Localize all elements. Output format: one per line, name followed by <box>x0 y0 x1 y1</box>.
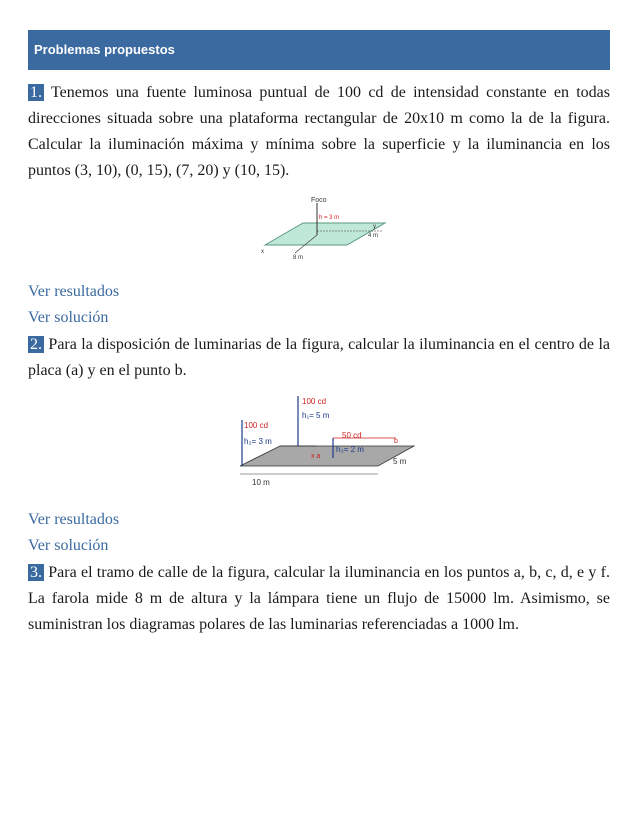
height-label: h = 3 m <box>319 215 340 221</box>
problem-statement: Tenemos una fuente luminosa puntual de 100 cd de intensidad constante en todas direcciones situada sobre una plataforma rectangular de 20x10 m como la de la figura. Calcular la iluminación máxima y mínima sobre la superficie y la iluminancia en los puntos (3, 10), (0, 15), (7, 20) y (10, 15). <box>28 84 610 179</box>
view-solution-link-1[interactable]: Ver solución <box>28 309 109 326</box>
point-b-label: b <box>394 438 398 445</box>
plate <box>240 446 414 466</box>
problem-number: 3. <box>30 564 42 581</box>
figure-1 <box>255 193 395 263</box>
view-results-link-1[interactable]: Ver resultados <box>28 283 120 300</box>
problem-2-text <box>28 332 610 384</box>
problem-statement: Para el tramo de calle de la figura, calcular la iluminancia en los puntos a, b, c, d, e y f. La farola mide 8 m de altura y la lámpara tiene un flujo de 15000 lm. Asimismo, se suministran los diagramas polares de las luminarias referenciadas a 1000 lm. <box>28 564 610 633</box>
problem-1-text <box>28 80 610 184</box>
dim-4m-label: 4 m <box>368 233 379 239</box>
problem-3-text <box>28 560 610 638</box>
y-label: y <box>373 224 376 230</box>
figure-2 <box>218 388 428 492</box>
section-title: Problemas propuestos <box>34 42 175 57</box>
view-results-link-2[interactable]: Ver resultados <box>28 511 120 528</box>
x-label: x <box>261 249 264 255</box>
platform <box>265 223 385 245</box>
view-solution-link-2[interactable]: Ver solución <box>28 537 109 554</box>
foco-label: Foco <box>311 197 327 204</box>
problem-number: 1. <box>30 84 42 101</box>
dim-5m-label: 5 m <box>393 457 407 466</box>
section-header <box>28 30 610 70</box>
problem-number: 2. <box>30 336 42 353</box>
problem-statement: Para la disposición de luminarias de la figura, calcular la iluminancia en el centro de la placa (a) y en el punto b. <box>28 336 610 379</box>
lamp3-height: h₃= 2 m <box>336 445 364 454</box>
dim-10m-label: 10 m <box>252 478 270 487</box>
dim-8m-label: 8 m <box>293 255 304 261</box>
lamp2-height: h₂= 3 m <box>244 437 272 446</box>
lamp2-cd: 100 cd <box>244 421 269 430</box>
lamp3-cd: 50 cd <box>342 431 362 440</box>
lamp1-cd: 100 cd <box>302 397 327 406</box>
lamp1-height: h₁= 5 m <box>302 411 330 420</box>
point-a-label: x a <box>311 453 321 460</box>
